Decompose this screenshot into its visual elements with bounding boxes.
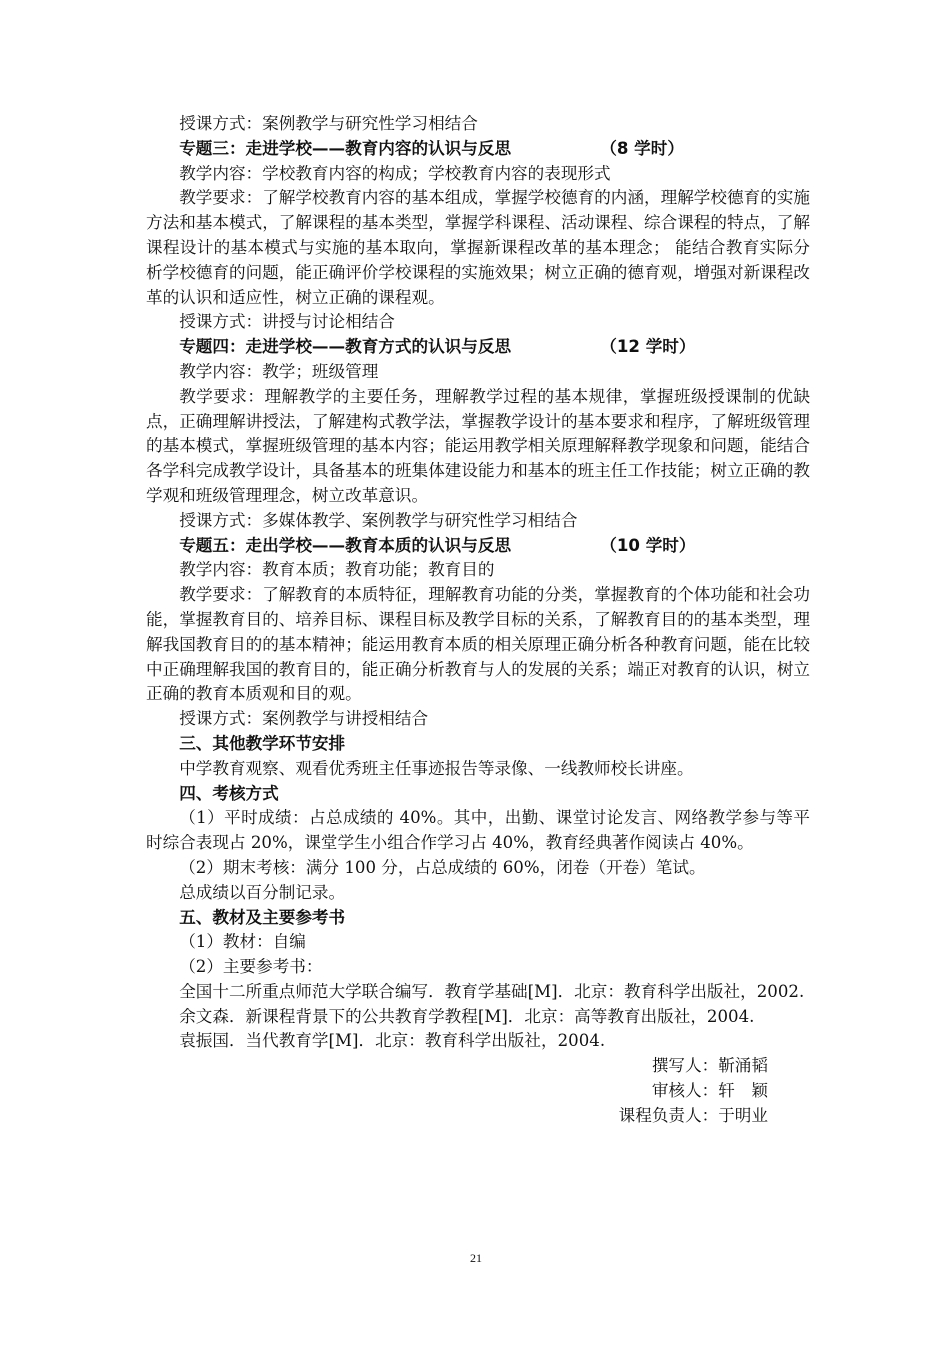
topic-four-requirements: 教学要求：理解教学的主要任务，理解教学过程的基本规律，掌握班级授课制的优缺点，正确理解讲授法，了解建构式教学法，掌握教学设计的基本要求和程序，了解班级管理的基本模式，掌握班级管理的基本内容；能运用教学相关原理解释教学现象和问题，能结合各学科完成教学设计，具备基本的班集体建设能力和基本的班主任工作技能；树立正确的教学观和班级管理理念，树立改革意识。 — [146, 386, 810, 505]
topic-three-content: 教学内容：学校教育内容的构成；学校教育内容的表现形式 — [179, 163, 611, 183]
writer-signature — [146, 1054, 810, 1079]
topic-five-title: 专题五：走出学校——教育本质的认识与反思 — [179, 535, 512, 555]
reference-item: 余文森．新课程背景下的公共教育学教程[M]．北京：高等教育出版社，2004. — [179, 1006, 755, 1026]
section-three-text: 中学教育观察、观看优秀班主任事迹报告等录像、一线教师校长讲座。 — [179, 758, 694, 778]
regular-grade-text: （1）平时成绩：占总成绩的 40%。其中，出勤、课堂讨论发言、网络教学参与等平时综合表现占 20%，课堂学生小组合作学习占 40%，教育经典著作阅读占 40%。 — [146, 808, 810, 853]
references-label: （2）主要参考书： — [179, 957, 323, 977]
final-exam-text: （2）期末考核：满分 100 分，占总成绩的 60%，闭卷（开卷）笔试。 — [179, 857, 706, 877]
topic-three-heading — [146, 137, 810, 162]
owner-name: 于明业 — [718, 1105, 768, 1125]
topic-four-content: 教学内容：教学；班级管理 — [179, 361, 379, 381]
topic-three-hours: （8 学时） — [600, 138, 684, 158]
reviewer-name-part: 轩 — [718, 1081, 735, 1101]
teaching-method-line: 授课方式：案例教学与研究性学习相结合 — [179, 114, 478, 133]
section-five-heading: 五、教材及主要参考书 — [179, 907, 346, 927]
owner-label: 课程负责人： — [618, 1105, 719, 1125]
topic-four-hours: （12 学时） — [600, 337, 696, 357]
topic-four-method: 授课方式：多媒体教学、案例教学与研究性学习相结合 — [179, 510, 578, 530]
topic-three-requirements: 教学要求：了解学校教育内容的基本组成，掌握学校德育的内涵，理解学校德育的实施方法和基本模式，了解课程的基本类型，掌握学科课程、活动课程、综合课程的特点，了解课程设计的基本模式与实施的基本取向，掌握新课程改革的基本理念； 能结合教育实际分析学校德育的问题，能正确评价学校课程的实施效果；树立正确的德育观，增强对新课程改革的认识和适应性，树立正确的课程观。 — [146, 188, 810, 307]
section-three-heading: 三、其他教学环节安排 — [179, 733, 346, 753]
document-body — [146, 112, 810, 1129]
section-four-heading: 四、考核方式 — [179, 783, 279, 803]
total-grade-text: 总成绩以百分制记录。 — [179, 882, 346, 902]
topic-three-method: 授课方式：讲授与讨论相结合 — [179, 312, 395, 332]
reviewer-label: 审核人： — [651, 1081, 719, 1101]
textbook-line: （1）教材：自编 — [179, 932, 306, 952]
reviewer-signature — [146, 1079, 810, 1104]
topic-four-heading — [146, 335, 810, 360]
topic-five-requirements: 教学要求：了解教育的本质特征，理解教育功能的分类，掌握教育的个体功能和社会功能，掌握教育目的、培养目标、课程目标及教学目标的关系，了解教育目的的基本类型，理解我国教育目的的基本精神；能运用教育本质的相关原理正确分析各种教育问题，能在比较中正确理解我国的教育目的，能正确分析教育与人的发展的关系；端正对教育的认识，树立正确的教育本质观和目的观。 — [146, 585, 810, 704]
writer-name: 靳涌韬 — [718, 1056, 768, 1076]
reference-item: 全国十二所重点师范大学联合编写．教育学基础[M]．北京：教育科学出版社，2002. — [179, 981, 805, 1001]
reference-item: 袁振国．当代教育学[M]．北京：教育科学出版社，2004. — [179, 1031, 606, 1051]
topic-five-hours: （10 学时） — [600, 535, 696, 555]
topic-four-title: 专题四：走进学校——教育方式的认识与反思 — [179, 337, 512, 357]
topic-five-method: 授课方式：案例教学与讲授相结合 — [179, 709, 429, 729]
topic-five-heading — [146, 534, 810, 559]
page-number: 21 — [470, 1251, 482, 1265]
topic-five-content: 教学内容：教育本质；教育功能；教育目的 — [179, 560, 495, 580]
writer-label: 撰写人： — [651, 1056, 719, 1076]
owner-signature — [146, 1104, 810, 1129]
reviewer-name-part: 颖 — [751, 1081, 768, 1101]
topic-three-title: 专题三：走进学校——教育内容的认识与反思 — [179, 138, 512, 158]
